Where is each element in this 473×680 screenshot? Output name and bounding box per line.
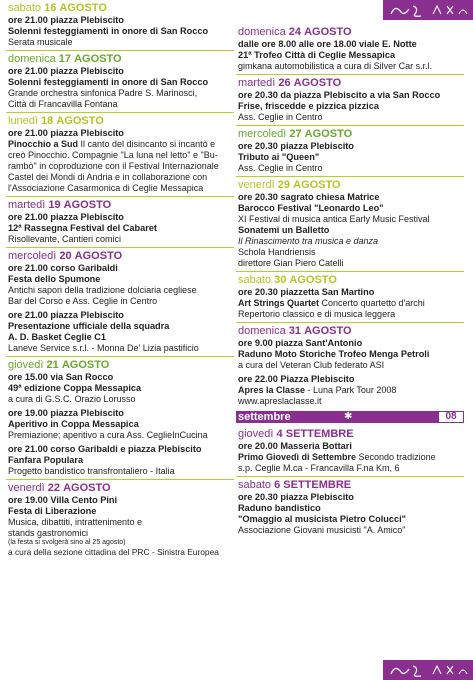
event-desc: Laneve Service s.r.l. - Monna De' Lizia pastificio: [8, 343, 199, 353]
event-date: sabato 6 SETTEMBRE: [238, 479, 352, 491]
event-title: Raduno Moto Storiche Trofeo Menga Petroli: [238, 349, 430, 359]
event-desc: Ass. Ceglie in Centro: [238, 112, 323, 122]
event-desc: XI Festival di musica antica Early Music Festival: [238, 214, 430, 224]
event-entry: [6, 0, 234, 50]
event-title: 21ª Trofeo Città di Ceglie Messapica: [238, 50, 396, 60]
event-time: ore 15.00 via San Rocco: [8, 372, 114, 382]
event-date: martedì 19 AGOSTO: [8, 199, 112, 211]
logo-graphic-icon: [383, 660, 473, 680]
event-title: Barocco Festival "Leonardo Leo": [238, 203, 384, 213]
event-title: Art Strings Quartet: [238, 298, 320, 308]
month-number: 08: [438, 411, 464, 423]
event-desc: Pinocchio a Sud Il canto del disincanto si incantò e: [8, 139, 216, 149]
event-desc: Primo Giovedì di Settembre Secondo tradizione: [238, 452, 436, 462]
event-desc: Grande orchestra sinfonica Padre S. Marinosci,: [8, 88, 198, 98]
event-desc: a cura della sezione cittadina del PRC - Sinistra Europea: [8, 547, 219, 557]
star-icon: ✱: [344, 411, 353, 422]
event-link[interactable]: www.apreslaclasse.it: [238, 396, 322, 406]
event-desc: Città di Francavilla Fontana: [8, 99, 118, 109]
event-desc: s.p. Ceglie M.ca - Francavilla F.na Km, 6: [238, 463, 400, 473]
event-title: Solenni festeggiamenti in onore di San Rocco: [8, 26, 209, 36]
event-time: ore 20.30 da piazza Plebiscito a via San Rocco: [238, 90, 441, 100]
event-time: ore 20.30 piazzetta San Martino: [238, 287, 375, 297]
event-time: dalle ore 8.00 alle ore 18.00 viale E. Notte: [238, 39, 417, 49]
festival-logo-bottom: [383, 660, 473, 680]
event-time: ore 19.00 piazza Plebiscito: [8, 408, 124, 418]
event-time: ore 20.30 piazza Plebiscito: [238, 141, 354, 151]
event-entry: [6, 196, 234, 247]
event-title: Festa dello Spumone: [8, 274, 101, 284]
event-time: ore 22.00 Piazza Plebiscito: [238, 374, 355, 384]
event-date: domenica 17 AGOSTO: [8, 53, 122, 65]
event-date: mercoledì 27 AGOSTO: [238, 128, 353, 140]
event-title: 49ª edizione Coppa Messapica: [8, 383, 142, 393]
event-title: Fanfara Populara: [8, 455, 84, 465]
event-entry: [236, 24, 464, 74]
right-column: [236, 24, 464, 538]
event-desc: Schola Handriensis: [238, 247, 316, 257]
event-entry: [6, 356, 234, 479]
event-desc: a cura di G.S.C. Orazio Lorusso: [8, 394, 136, 404]
event-entry: [236, 125, 464, 176]
event-desc: creò Pinocchio. Compagnie "La luna nel letto" e "Bu-: [8, 150, 218, 160]
event-desc: Risollevante, Cantieri comici: [8, 234, 122, 244]
festival-logo-top: [383, 0, 473, 20]
event-desc: Repertorio classico e di musica leggera: [238, 309, 396, 319]
event-date: domenica 24 AGOSTO: [238, 26, 352, 38]
event-time: ore 19.00 Villa Cento Pini: [8, 495, 118, 505]
event-desc: Musica, dibattiti, intrattenimento e: [8, 517, 143, 527]
event-desc: Associazione Giovani musicisti "A. Amico": [238, 525, 406, 535]
event-time: ore 21.00 piazza Plebiscito: [8, 66, 124, 76]
event-time: ore 21.00 piazza Plebiscito: [8, 15, 124, 25]
event-title: Aperitivo in Coppa Messapica: [8, 419, 139, 429]
event-desc: stands gastronomici: [8, 528, 89, 538]
event-date: venerdì 22 AGOSTO: [8, 482, 111, 494]
event-date: domenica 31 AGOSTO: [238, 325, 352, 337]
event-date: venerdì 29 AGOSTO: [238, 179, 341, 191]
event-title: Sonatemi un Balletto: [238, 225, 330, 235]
event-time: ore 21.00 corso Garibaldi: [8, 263, 118, 273]
event-date: giovedì 4 SETTEMBRE: [238, 428, 354, 440]
event-title: Tributo ai "Queen": [238, 152, 320, 162]
event-desc: gimkana automobilistica a cura di Silver Car s.r.l.: [238, 61, 433, 71]
event-entry: [236, 74, 464, 125]
event-entry: [236, 271, 464, 322]
event-date: mercoledì 20 AGOSTO: [8, 250, 123, 262]
event-entry: [236, 322, 464, 409]
event-title: Frise, friscedde e pizzica pizzica: [238, 101, 379, 111]
event-date: giovedì 21 AGOSTO: [8, 359, 110, 371]
event-desc: Apres la Classe - Luna Park Tour 2008: [238, 385, 397, 395]
event-entry: [6, 50, 234, 112]
event-title: 12ª Rassegna Festival del Cabaret: [8, 223, 157, 233]
event-desc: rambò" in coproduzione con il Festival Internazionale: [8, 161, 219, 171]
event-desc: Il Rinascimento tra musica e danza: [238, 236, 379, 246]
event-time: ore 20.00 Masseria Bottari: [238, 441, 352, 451]
event-entry: [236, 476, 464, 538]
event-desc: Art Strings Quartet Concerto quartetto d'archi: [238, 298, 425, 308]
event-entry: [236, 426, 464, 476]
event-desc: Serata musicale: [8, 37, 73, 47]
event-desc: Antichi sapori della tradizione dolciaria cegliese: [8, 285, 197, 295]
event-time: ore 21.00 piazza Plebiscito: [8, 128, 124, 138]
event-time: ore 21.00 piazza Plebiscito: [8, 212, 124, 222]
event-desc: Castel dei Mondi di Andria e in collaborazione con: [8, 172, 208, 182]
event-date: sabato 30 AGOSTO: [238, 274, 337, 286]
event-time: ore 9.00 piazza Sant'Antonio: [238, 338, 363, 348]
logo-graphic-icon: [383, 0, 473, 20]
event-note: (la festa si svolgerà sino al 25 agosto): [8, 539, 126, 546]
event-title: Presentazione ufficiale della squadra: [8, 321, 170, 331]
event-title: Solenni festeggiamenti in onore di San Rocco: [8, 77, 209, 87]
event-desc: a cura del Veteran Club federato ASI: [238, 360, 385, 370]
event-time: ore 21.00 piazza Plebiscito: [8, 310, 124, 320]
month-bar: [236, 411, 464, 423]
event-desc: direttore Gian Piero Catelli: [238, 258, 344, 268]
event-entry: [6, 247, 234, 356]
event-desc: l'Associazione Casarmonica di Ceglie Messapica: [8, 183, 204, 193]
event-entry: [6, 479, 234, 560]
month-name: settembre: [238, 411, 291, 423]
event-title: Festa di Liberazione: [8, 506, 97, 516]
event-title: Primo Giovedì di Settembre: [238, 452, 357, 462]
event-date: martedì 26 AGOSTO: [238, 77, 342, 89]
event-title: A. D. Basket Ceglie C1: [8, 332, 107, 342]
event-date: sabato 16 AGOSTO: [8, 2, 107, 14]
event-title: Raduno bandistico: [238, 503, 321, 513]
event-time: ore 21.00 corso Garibaldi e piazza Plebiscito: [8, 444, 202, 454]
left-column: [6, 0, 234, 560]
event-desc: Ass. Ceglie in Centro: [238, 163, 323, 173]
event-time: ore 20.30 sagrato chiesa Matrice: [238, 192, 380, 202]
event-date: lunedì 18 AGOSTO: [8, 115, 104, 127]
event-desc: Progetto bandistico transfrontaliero - Italia: [8, 466, 175, 476]
event-title: Apres la Classe: [238, 385, 306, 395]
event-time: ore 20.30 piazza Plebiscito: [238, 492, 354, 502]
event-title: "Omaggio al musicista Pietro Colucci": [238, 514, 407, 524]
event-desc: Bar del Corso e Ass. Ceglie in Centro: [8, 296, 158, 306]
event-title: Pinocchio a Sud: [8, 139, 79, 149]
event-entry: [6, 112, 234, 196]
event-desc: Premiazione; aperitivo a cura Ass. CeglieInCucina: [8, 430, 208, 440]
event-entry: [236, 176, 464, 271]
